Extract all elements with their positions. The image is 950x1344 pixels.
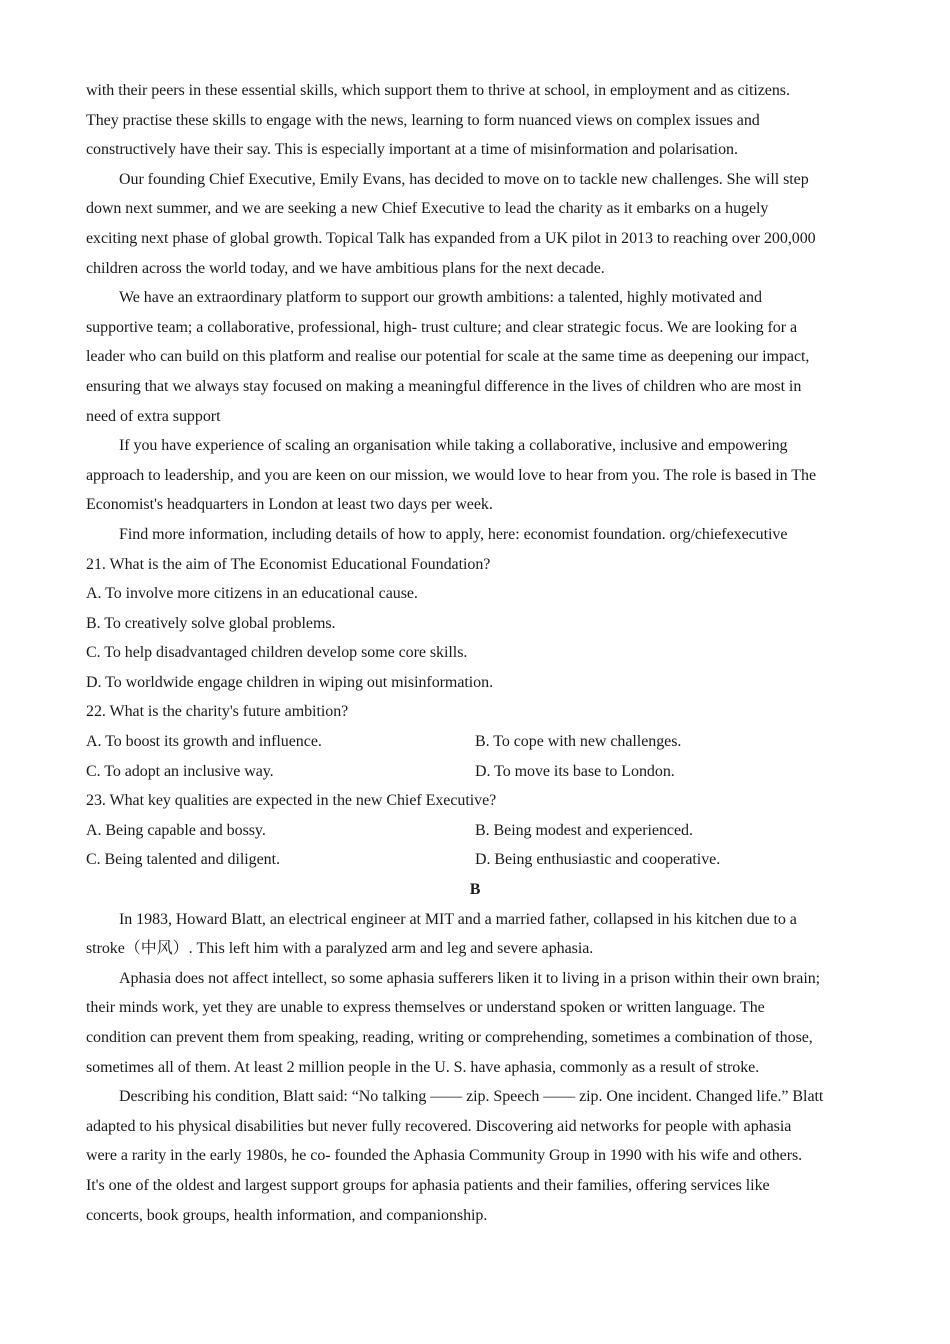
option-c: C. To adopt an inclusive way. — [86, 762, 274, 780]
text-line: It's one of the oldest and largest support groups for aphasia patients and their families, offering services like — [86, 1176, 770, 1194]
option-d: D. To move its base to London. — [475, 762, 675, 780]
paragraph-a1 — [86, 76, 864, 165]
text-line: condition can prevent them from speaking, reading, writing or comprehending, sometimes a combination of those, — [86, 1029, 813, 1046]
option-a: A. Being capable and bossy. — [86, 821, 266, 839]
text-line: We have an extraordinary platform to support our growth ambitions: a talented, highly motivated and — [119, 289, 762, 307]
options-row — [86, 757, 864, 787]
options-row — [86, 816, 864, 846]
apply-info-line: Find more information, including details of how to apply, here: economist foundation. org/chiefexecutive — [119, 525, 788, 543]
text-line: down next summer, and we are seeking a new Chief Executive to lead the charity as it embarks on a hugely — [86, 200, 769, 218]
text-line: Economist's headquarters in London at least two days per week. — [86, 496, 493, 514]
paragraph-b3 — [86, 1082, 864, 1230]
section-heading: B — [469, 881, 481, 899]
text-line: their minds work, yet they are unable to express themselves or understand spoken or written language. The — [86, 999, 765, 1017]
question-stem: 23. What key qualities are expected in the new Chief Executive? — [86, 792, 497, 810]
paragraph-a4 — [86, 431, 864, 520]
document-page — [86, 76, 864, 1230]
text-line: approach to leadership, and you are keen on our mission, we would love to hear from you. The role is based in The — [86, 466, 817, 484]
text-line: Aphasia does not affect intellect, so some aphasia sufferers liken it to living in a prison within their own brain; — [119, 969, 821, 987]
paragraph-a2 — [86, 165, 864, 283]
text-line: supportive team; a collaborative, professional, high- trust culture; and clear strategic focus. We are looking for a — [86, 318, 798, 336]
text-line: Our founding Chief Executive, Emily Evans, has decided to move on to tackle new challenges. She will step — [119, 170, 809, 188]
text-line: In 1983, Howard Blatt, an electrical engineer at MIT and a married father, collapsed in his kitchen due to a — [119, 910, 797, 928]
option-a: A. To involve more citizens in an educational cause. — [86, 585, 418, 603]
passage-a — [86, 76, 864, 550]
option-d: D. Being enthusiastic and cooperative. — [475, 851, 721, 869]
option-a: A. To boost its growth and influence. — [86, 733, 322, 751]
options-row — [86, 727, 864, 757]
text-line: need of extra support — [86, 407, 221, 425]
paragraph-a3 — [86, 283, 864, 431]
question-stem: 21. What is the aim of The Economist Educational Foundation? — [86, 555, 491, 573]
text-line: ensuring that we always stay focused on making a meaningful difference in the lives of children who are most in — [86, 377, 802, 395]
text-line: They practise these skills to engage with the news, learning to form nuanced views on complex issues and — [86, 111, 760, 129]
option-c: C. Being talented and diligent. — [86, 851, 280, 869]
question-stem: 22. What is the charity's future ambition? — [86, 703, 349, 721]
text-line: leader who can build on this platform and realise our potential for scale at the same time as deepening our impact, — [86, 348, 810, 366]
text-line: sometimes all of them. At least 2 million people in the U. S. have aphasia, commonly as a result of stroke. — [86, 1058, 760, 1076]
passage-b — [86, 875, 864, 1230]
text-line: adapted to his physical disabilities but never fully recovered. Discovering aid networks for people with aphasia — [86, 1117, 792, 1135]
text-line: stroke（中风）. This left him with a paralyzed arm and leg and severe aphasia. — [86, 940, 594, 958]
paragraph-a5 — [86, 520, 864, 550]
text-line: exciting next phase of global growth. Topical Talk has expanded from a UK pilot in 2013 to reaching over 200,000 — [86, 229, 816, 247]
text-line: children across the world today, and we have ambitious plans for the next decade. — [86, 259, 605, 277]
option-b: B. To cope with new challenges. — [475, 733, 682, 751]
text-line: concerts, book groups, health information, and companionship. — [86, 1206, 488, 1224]
paragraph-b1 — [86, 905, 864, 964]
text-line: were a rarity in the early 1980s, he co- founded the Aphasia Community Group in 1990 with his wife and others. — [86, 1147, 803, 1165]
option-b: B. To creatively solve global problems. — [86, 614, 336, 632]
option-b: B. Being modest and experienced. — [475, 821, 693, 839]
option-d: D. To worldwide engage children in wiping out misinformation. — [86, 673, 494, 691]
paragraph-b2 — [86, 964, 864, 1082]
option-c: C. To help disadvantaged children develop some core skills. — [86, 644, 468, 662]
text-line: with their peers in these essential skills, which support them to thrive at school, in employment and as citizens. — [86, 82, 790, 99]
question-22 — [86, 697, 864, 786]
options-row — [86, 845, 864, 875]
question-23 — [86, 786, 864, 875]
text-line: Describing his condition, Blatt said: “No talking —— zip. Speech —— zip. One incident. Changed life.” Blatt — [119, 1088, 824, 1106]
question-21 — [86, 550, 864, 698]
text-line: constructively have their say. This is especially important at a time of misinformation and polarisation. — [86, 141, 738, 159]
text-line: If you have experience of scaling an organisation while taking a collaborative, inclusive and empowering — [119, 437, 788, 455]
